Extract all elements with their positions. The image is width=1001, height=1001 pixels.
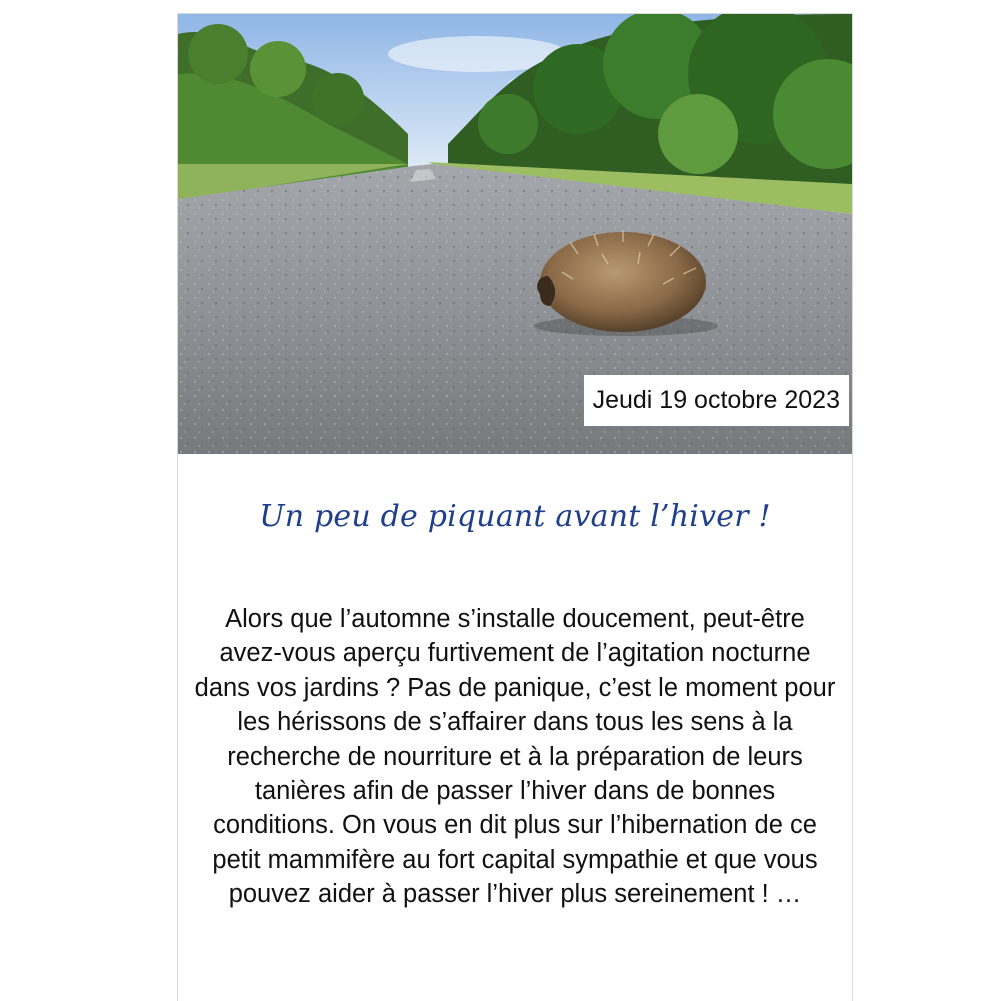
article-body: Alors que l’automne s’installe doucement, peut-être avez-vous aperçu furtivement de l’agitation nocturne dans vos jardins ? Pas de panique, c’est le moment pour les hérissons de s’affairer dans tous les sens à la recherche de nourriture et à la préparation de leurs tanières afin de passer l’hiver dans de bonnes conditions. On vous en dit plus sur l’hibernation de ce petit mammifère au fort capital sympathie et que vous pouvez aider à passer l’hiver plus sereinement ! … [194,605,836,909]
hero-image [178,14,852,454]
article-title: Un peu de piquant avant l’hiver ! [259,499,771,534]
newsletter-card [177,13,853,1001]
date-badge: Jeudi 19 octobre 2023 [584,375,849,426]
